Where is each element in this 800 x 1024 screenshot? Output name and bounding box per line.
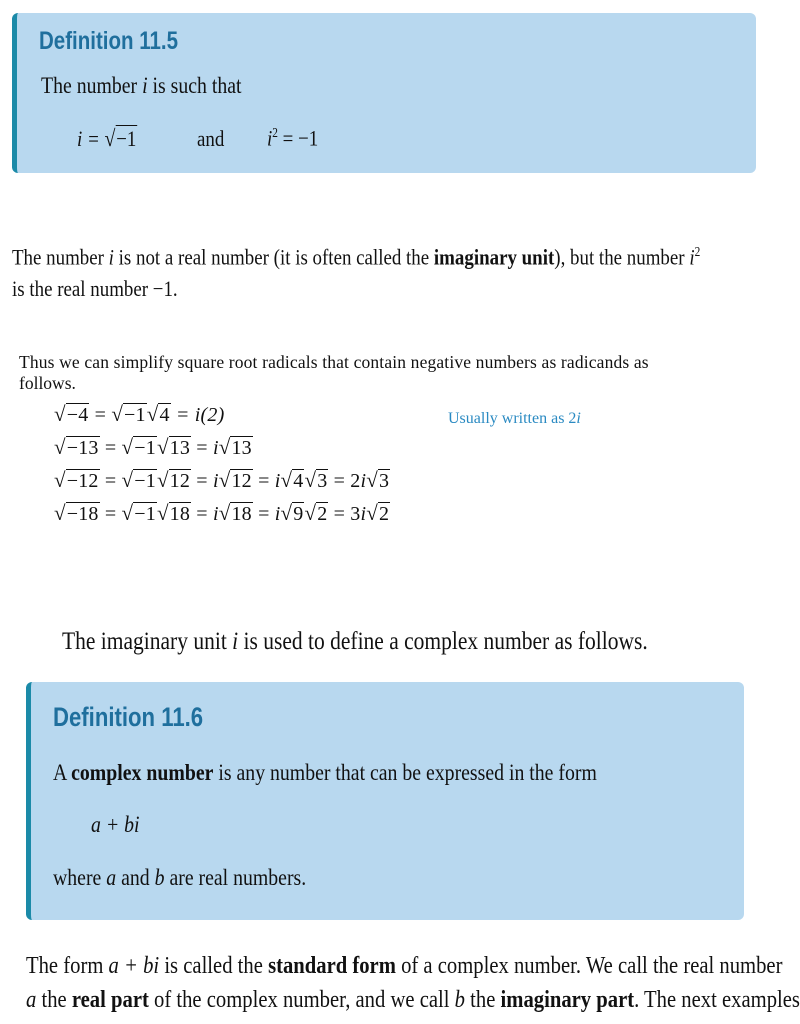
equation-row-4: √−18 = √−1√18 = i√18 = i√9√2 = 3i√2 [54,501,390,525]
definition-intro: The number i is such that [41,73,242,98]
definition-and: and [197,126,225,151]
paragraph-define-complex: The imaginary unit i is used to define a complex number as follows. [62,628,648,655]
paragraph-standard-form-line1: The form a + bi is called the standard form of a complex number. We call the real number [26,953,783,979]
definition-box-11-6 [26,682,744,920]
definition-title: Definition 11.5 [39,27,178,55]
paragraph-standard-form-line2: a the real part of the complex number, and we call b the imaginary part. The next examples [26,987,800,1013]
definition-box-11-5 [12,13,756,173]
definition-equation-sqrt: i = √−1 [77,125,137,151]
definition-form: a + bi [91,812,140,837]
paragraph-imaginary-unit-line2: is the real number −1. [12,276,178,301]
equation-note: Usually written as 2i [448,410,581,427]
definition-where: where a and b are real numbers. [53,865,307,890]
paragraph-simplify-line1: Thus we can simplify square root radicals that contain negative numbers as radicands as [19,352,649,372]
paragraph-imaginary-unit: The number i is not a real number (it is often called the imaginary unit), but the number $i^2$ [12,244,701,270]
equation-row-1: √−4 = √−1√4 = i(2) [54,402,225,426]
paragraph-simplify-line2: follows. [19,373,76,393]
definition-equation-square: $i^2 = -1$ [267,125,319,151]
definition-title: Definition 11.6 [53,702,204,732]
equation-row-3: √−12 = √−1√12 = i√12 = i√4√3 = 2i√3 [54,468,390,492]
equation-row-2: √−13 = √−1√13 = i√13 [54,435,252,459]
definition-complex-number: A complex number is any number that can be expressed in the form [53,760,597,785]
